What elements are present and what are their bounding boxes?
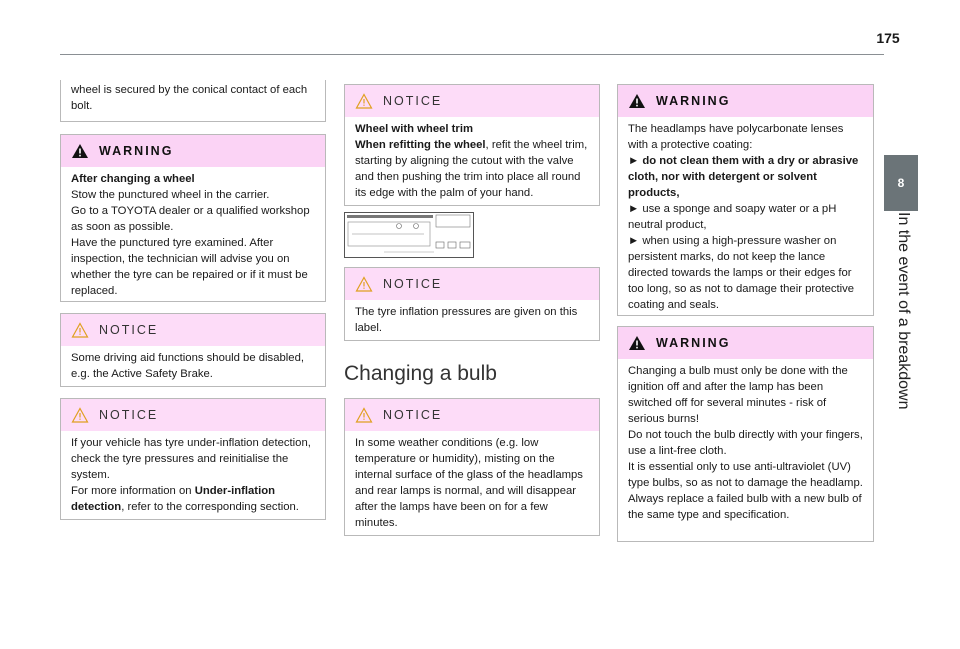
notice-tyre-underinflation [60, 398, 326, 520]
warning-header: WARNING [656, 94, 731, 108]
warning-changing-bulb [617, 326, 874, 542]
warning-item: ► do not clean them with a dry or abrasive cloth, nor with detergent or solvent products, [628, 155, 859, 199]
intro-text: wheel is secured by the conical contact of each bolt. [71, 84, 308, 112]
warning-line: Go to a TOYOTA dealer or a qualified workshop as soon as possible. [71, 205, 310, 233]
notice-text: The tyre inflation pressures are given on this label. [355, 306, 578, 334]
notice-header: NOTICE [99, 408, 159, 422]
warning-header: WARNING [99, 144, 174, 158]
notice-header: NOTICE [99, 323, 159, 337]
warning-icon [628, 93, 646, 109]
chapter-title: In the event of a breakdown [895, 212, 912, 410]
warning-intro: The headlamps have polycarbonate lenses with a protective coating: [628, 123, 844, 151]
notice-tyre-label [344, 267, 600, 341]
warning-after-changing-wheel [60, 134, 326, 302]
notice-icon [355, 276, 373, 292]
warning-line: Have the punctured tyre examined. After inspection, the technician will advise you on whether the tyre can be repaired or if it must be replaced. [71, 237, 308, 297]
warning-item: ► when using a high-pressure washer on persistent marks, do not keep the lance directed towards the lamps or their edges for too long, so as not to damage their protective coating and seals. [628, 235, 855, 311]
notice-misting [344, 398, 600, 536]
warning-line: It is essential only to use anti-ultraviolet (UV) type bulbs, so as not to damage the headlamp. [628, 461, 863, 489]
notice-header: NOTICE [383, 408, 443, 422]
warning-header: WARNING [656, 336, 731, 350]
notice-icon [71, 322, 89, 338]
notice-text: Some driving aid functions should be disabled, e.g. the Active Safety Brake. [71, 352, 304, 380]
warning-line: Always replace a failed bulb with a new bulb of the same type and specification. [628, 493, 862, 521]
warning-icon [71, 143, 89, 159]
notice-text: If your vehicle has tyre under-inflation detection, check the tyre pressures and reinitialise the system. [71, 437, 311, 481]
notice-icon [71, 407, 89, 423]
notice-text: When refitting the wheel, refit the wheel trim, starting by aligning the cutout with the valve and then pushing the trim into place all round its edge with the palm of your hand. [355, 139, 588, 199]
notice-icon [355, 407, 373, 423]
notice-more: For more information on Under-inflation detection, refer to the corresponding section. [71, 485, 299, 513]
page-number: 175 [876, 30, 900, 46]
notice-heading: Wheel with wheel trim [355, 123, 474, 135]
warning-item: ► use a sponge and soapy water or a pH neutral product, [628, 203, 837, 231]
warning-line: Stow the punctured wheel in the carrier. [71, 189, 270, 201]
intro-box [60, 80, 326, 122]
notice-wheel-trim [344, 84, 600, 206]
notice-header: NOTICE [383, 94, 443, 108]
notice-icon [355, 93, 373, 109]
notice-header: NOTICE [383, 277, 443, 291]
warning-headlamps [617, 84, 874, 316]
warning-heading: After changing a wheel [71, 173, 195, 185]
notice-driving-aids [60, 313, 326, 387]
warning-line: Changing a bulb must only be done with the ignition off and after the lamp has been switched off for several minutes - risk of serious burns! [628, 365, 848, 425]
tyre-pressure-label-image [344, 212, 474, 258]
notice-text: In some weather conditions (e.g. low temperature or humidity), misting on the internal surface of the glass of the headlamps and rear lamps is normal, and will disappear after the lamps have been on for a few minutes. [355, 437, 583, 529]
warning-icon [628, 335, 646, 351]
header-rule [60, 54, 884, 55]
section-title-changing-bulb: Changing a bulb [344, 362, 497, 385]
chapter-tab[interactable]: 8 [884, 155, 918, 211]
warning-line: Do not touch the bulb directly with your fingers, use a lint-free cloth. [628, 429, 863, 457]
